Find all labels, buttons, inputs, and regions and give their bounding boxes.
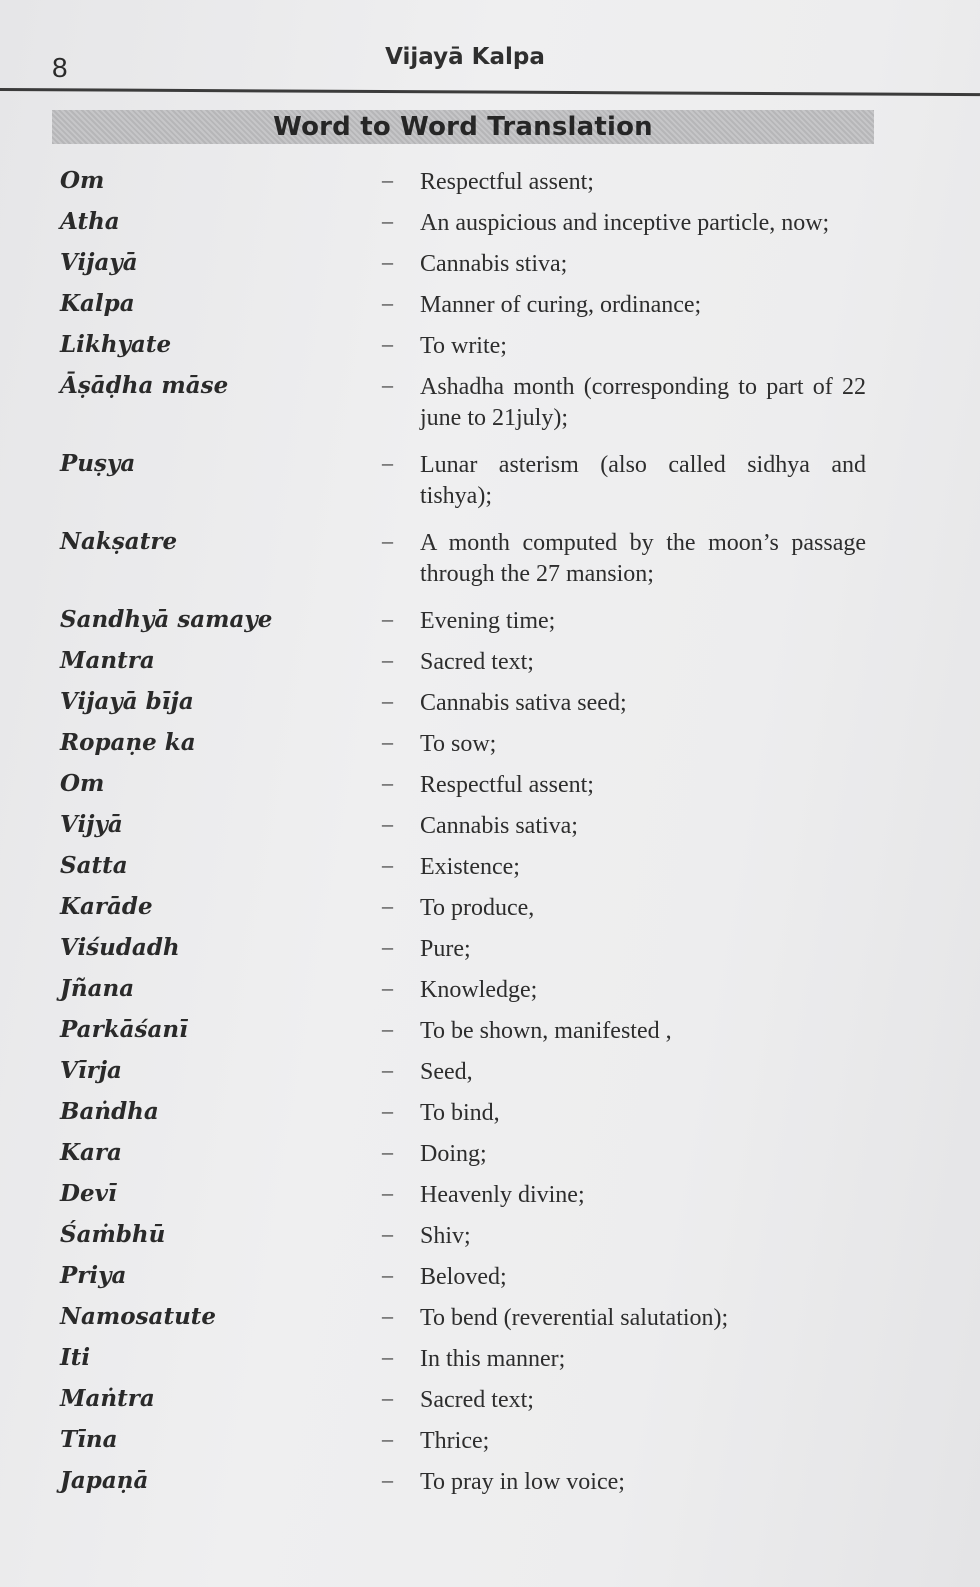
glossary-meaning: Seed, — [420, 1059, 473, 1085]
glossary-term: Vijayā bīja — [60, 688, 194, 715]
glossary-entry — [0, 971, 980, 1012]
glossary-entry — [0, 1053, 980, 1094]
entry-dash: – — [382, 1426, 393, 1451]
glossary-entry — [0, 1422, 980, 1463]
glossary-meaning: Beloved; — [420, 1264, 507, 1290]
glossary-term: Namosatute — [60, 1303, 217, 1330]
glossary-meaning: To produce, — [420, 895, 535, 921]
glossary-entry — [0, 930, 980, 971]
glossary-entry — [0, 602, 980, 643]
glossary-meaning: Ashadha month (corresponding to part of 22 june to 21july); — [420, 374, 866, 431]
entry-dash: – — [382, 1057, 393, 1082]
glossary-term: Vijyā — [60, 811, 123, 838]
entry-dash: – — [382, 1303, 393, 1328]
glossary-meaning: Sacred text; — [420, 649, 534, 675]
entry-dash: – — [382, 208, 393, 233]
glossary-term: Om — [60, 167, 105, 194]
entry-dash: – — [382, 1139, 393, 1164]
glossary-entry — [0, 807, 980, 848]
entry-dash: – — [382, 1180, 393, 1205]
entry-dash: – — [382, 1221, 393, 1246]
glossary-term: Jñana — [60, 975, 135, 1002]
glossary-term: Kara — [60, 1139, 122, 1166]
glossary-term: Maṅtra — [60, 1385, 155, 1412]
glossary-term: Satta — [60, 852, 128, 879]
entry-dash: – — [382, 811, 393, 836]
glossary-entry — [0, 204, 980, 245]
glossary-term: Āṣāḍha māse — [60, 372, 229, 399]
glossary-meaning: To bend (reverential salutation); — [420, 1305, 729, 1331]
entry-dash: – — [382, 975, 393, 1000]
glossary-meaning: In this manner; — [420, 1346, 566, 1372]
glossary-entry — [0, 368, 980, 446]
glossary-meaning: Sacred text; — [420, 1387, 534, 1413]
glossary-entry — [0, 1381, 980, 1422]
entry-dash: – — [382, 1467, 393, 1492]
glossary-term: Priya — [60, 1262, 127, 1289]
glossary-meaning: To write; — [420, 333, 507, 359]
running-head: Vijayā Kalpa — [385, 44, 545, 70]
glossary-term: Iti — [60, 1344, 91, 1371]
glossary-term: Karāde — [60, 893, 153, 920]
glossary-term: Vijayā — [60, 249, 138, 276]
entry-dash: – — [382, 770, 393, 795]
glossary-meaning: To sow; — [420, 731, 497, 757]
entry-dash: – — [382, 290, 393, 315]
glossary-entry — [0, 1299, 980, 1340]
glossary-meaning: Evening time; — [420, 608, 556, 634]
glossary-entry — [0, 1094, 980, 1135]
glossary-term: Kalpa — [60, 290, 135, 317]
glossary-term: Ropaṇe ka — [60, 729, 196, 756]
glossary-meaning: Respectful assent; — [420, 772, 594, 798]
glossary-term: Puṣya — [60, 450, 136, 477]
glossary-entry — [0, 643, 980, 684]
entry-dash: – — [382, 893, 393, 918]
glossary-entry — [0, 524, 980, 602]
header-rule — [0, 88, 980, 96]
glossary-meaning: Knowledge; — [420, 977, 538, 1003]
entry-dash: – — [382, 1262, 393, 1287]
glossary-entry — [0, 1176, 980, 1217]
glossary-meaning: Heavenly divine; — [420, 1182, 585, 1208]
glossary-term: Devī — [60, 1180, 117, 1207]
glossary-term: Mantra — [60, 647, 155, 674]
glossary-entry — [0, 684, 980, 725]
glossary-meaning: Cannabis sativa; — [420, 813, 578, 839]
glossary-meaning: Lunar asterism (also called sidhya and tishya); — [420, 452, 866, 509]
glossary-term: Parkāśanī — [60, 1016, 188, 1043]
entry-dash: – — [382, 450, 393, 475]
glossary-meaning: Cannabis stiva; — [420, 251, 568, 277]
entry-dash: – — [382, 852, 393, 877]
entry-dash: – — [382, 647, 393, 672]
glossary-entry — [0, 163, 980, 204]
glossary-list — [0, 163, 980, 1504]
glossary-meaning: Existence; — [420, 854, 520, 880]
glossary-entry — [0, 1012, 980, 1053]
glossary-entry — [0, 286, 980, 327]
glossary-meaning: Doing; — [420, 1141, 487, 1167]
glossary-entry — [0, 848, 980, 889]
glossary-entry — [0, 1217, 980, 1258]
glossary-term: Viśudadh — [60, 934, 180, 961]
glossary-term: Vīrja — [60, 1057, 122, 1084]
glossary-meaning: A month computed by the moon’s passage through the 27 mansion; — [420, 530, 866, 587]
glossary-entry — [0, 725, 980, 766]
glossary-term: Śaṁbhū — [60, 1221, 166, 1248]
glossary-meaning: Shiv; — [420, 1223, 471, 1249]
glossary-entry — [0, 245, 980, 286]
entry-dash: – — [382, 1385, 393, 1410]
glossary-term: Baṅdha — [60, 1098, 159, 1125]
glossary-entry — [0, 766, 980, 807]
glossary-entry — [0, 1340, 980, 1381]
entry-dash: – — [382, 1016, 393, 1041]
glossary-entry — [0, 1258, 980, 1299]
glossary-entry — [0, 1463, 980, 1504]
entry-dash: – — [382, 167, 393, 192]
page-number: 8 — [52, 52, 68, 83]
section-title: Word to Word Translation — [273, 112, 653, 142]
entry-dash: – — [382, 1344, 393, 1369]
glossary-term: Atha — [60, 208, 120, 235]
entry-dash: – — [382, 606, 393, 631]
glossary-meaning: Cannabis sativa seed; — [420, 690, 627, 716]
glossary-meaning: To bind, — [420, 1100, 500, 1126]
entry-dash: – — [382, 372, 393, 397]
glossary-entry — [0, 1135, 980, 1176]
entry-dash: – — [382, 249, 393, 274]
glossary-term: Sandhyā samaye — [60, 606, 273, 633]
glossary-entry — [0, 327, 980, 368]
glossary-term: Nakṣatre — [60, 528, 178, 555]
glossary-term: Tīna — [60, 1426, 118, 1453]
glossary-meaning: Thrice; — [420, 1428, 490, 1454]
glossary-term: Japaṇā — [60, 1467, 149, 1494]
glossary-entry — [0, 889, 980, 930]
entry-dash: – — [382, 1098, 393, 1123]
entry-dash: – — [382, 528, 393, 553]
glossary-meaning: An auspicious and inceptive particle, now; — [420, 210, 830, 236]
entry-dash: – — [382, 331, 393, 356]
glossary-term: Likhyate — [60, 331, 172, 358]
glossary-meaning: To pray in low voice; — [420, 1469, 625, 1495]
entry-dash: – — [382, 934, 393, 959]
glossary-term: Om — [60, 770, 105, 797]
glossary-meaning: To be shown, manifested , — [420, 1018, 672, 1044]
glossary-meaning: Respectful assent; — [420, 169, 594, 195]
entry-dash: – — [382, 688, 393, 713]
glossary-meaning: Manner of curing, ordinance; — [420, 292, 702, 318]
section-banner — [52, 110, 874, 144]
glossary-entry — [0, 446, 980, 524]
entry-dash: – — [382, 729, 393, 754]
glossary-meaning: Pure; — [420, 936, 471, 962]
